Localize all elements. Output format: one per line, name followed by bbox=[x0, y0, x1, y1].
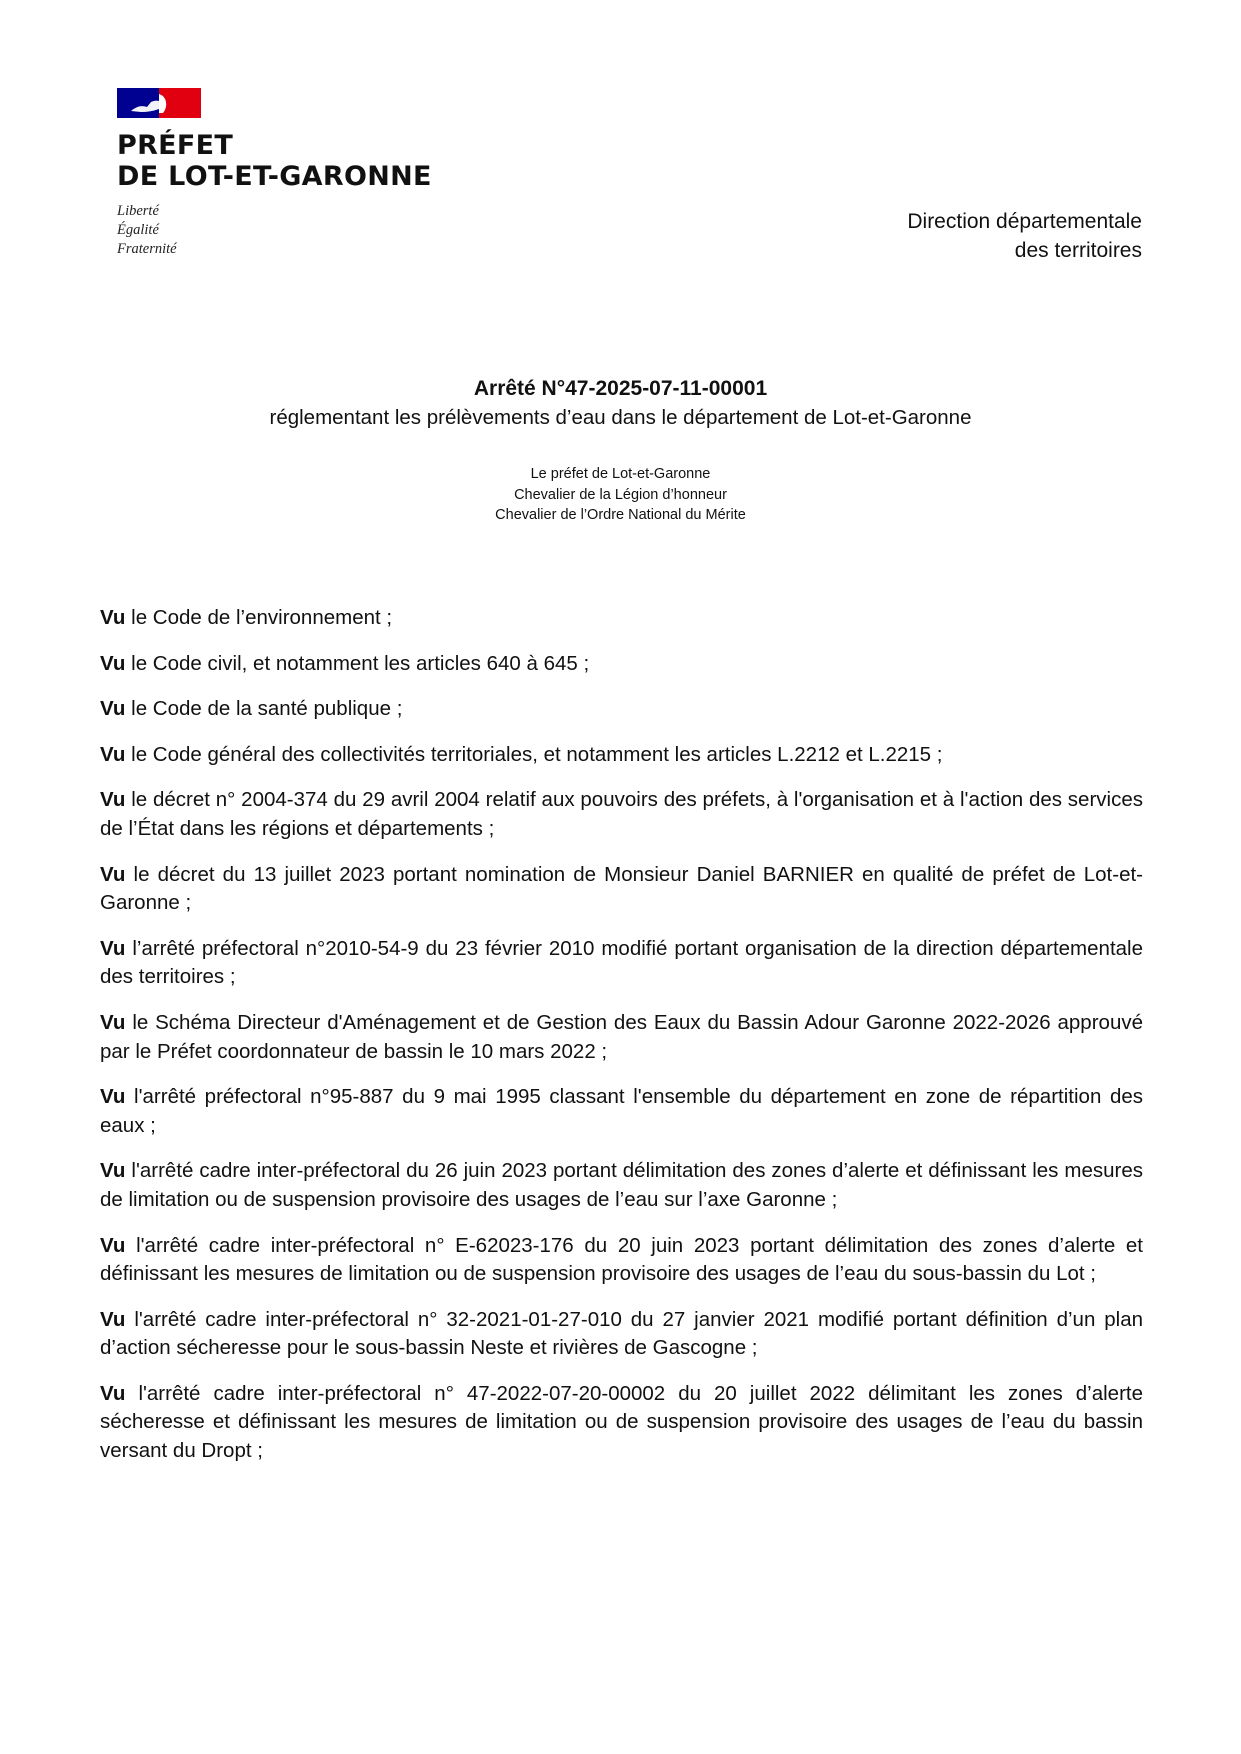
consideration-item bbox=[100, 1083, 1143, 1140]
motto-egalite: Égalité bbox=[117, 222, 159, 238]
signatory-honor-2: Chevalier de l’Ordre National du Mérite bbox=[495, 507, 746, 523]
direction-line-1: Direction départementale bbox=[907, 210, 1142, 233]
decree-title-block bbox=[0, 374, 1241, 432]
consideration-item bbox=[100, 650, 1143, 679]
signatory-block bbox=[0, 464, 1241, 526]
consideration-keyword: Vu bbox=[100, 788, 126, 812]
consideration-item bbox=[100, 741, 1143, 770]
consideration-text: l’arrêté préfectoral n°2010-54-9 du 23 février 2010 modifié portant organisation de la direction départementale des territoires ; bbox=[100, 936, 1143, 989]
decree-number: Arrêté N°47-2025-07-11-00001 bbox=[473, 377, 768, 400]
consideration-item bbox=[100, 1232, 1143, 1289]
prefecture-logo-block bbox=[117, 88, 537, 259]
decree-subject: réglementant les prélèvements d’eau dans le département de Lot-et-Garonne bbox=[269, 406, 972, 429]
consideration-keyword: Vu bbox=[100, 697, 126, 721]
consideration-keyword: Vu bbox=[100, 1010, 126, 1034]
republic-motto bbox=[117, 202, 537, 259]
consideration-item bbox=[100, 695, 1143, 724]
signatory-title: Le préfet de Lot-et-Garonne bbox=[530, 466, 711, 482]
marianne-flag-icon bbox=[117, 88, 201, 118]
consideration-keyword: Vu bbox=[100, 1307, 126, 1331]
consideration-text: le Code civil, et notamment les articles 640 à 645 ; bbox=[131, 651, 590, 675]
consideration-keyword: Vu bbox=[100, 1085, 126, 1109]
consideration-text: l'arrêté cadre inter-préfectoral n° 47-2022-07-20-00002 du 20 juillet 2022 délimitant les zones d’alerte sécheresse et définissant les mesures de limitation ou de suspension provisoire des usages de l’eau du bassin versant du Dropt ; bbox=[100, 1381, 1143, 1463]
consideration-text: le décret du 13 juillet 2023 portant nomination de Monsieur Daniel BARNIER en qualité de préfet de Lot-et-Garonne ; bbox=[100, 862, 1143, 915]
consideration-text: le Code de l’environnement ; bbox=[131, 606, 393, 629]
consideration-keyword: Vu bbox=[100, 1159, 126, 1183]
consideration-item bbox=[100, 604, 1143, 633]
consideration-text: le Schéma Directeur d'Aménagement et de Gestion des Eaux du Bassin Adour Garonne 2022-2026 approuvé par le Préfet coordonnateur de bassin le 10 mars 2022 ; bbox=[100, 1010, 1143, 1063]
issuing-direction bbox=[907, 207, 1142, 265]
consideration-item bbox=[100, 935, 1143, 992]
consideration-item bbox=[100, 861, 1143, 918]
prefecture-name bbox=[117, 130, 537, 192]
motto-fraternite: Fraternité bbox=[117, 241, 177, 257]
prefecture-name-line-1: PRÉFET bbox=[117, 130, 234, 161]
consideration-text: l'arrêté préfectoral n°95-887 du 9 mai 1995 classant l'ensemble du département en zone de répartition des eaux ; bbox=[100, 1085, 1143, 1137]
prefecture-name-line-2: DE LOT-ET-GARONNE bbox=[117, 161, 432, 192]
consideration-keyword: Vu bbox=[100, 651, 126, 675]
consideration-keyword: Vu bbox=[100, 1381, 126, 1405]
consideration-keyword: Vu bbox=[100, 862, 126, 886]
consideration-item bbox=[100, 1380, 1143, 1466]
consideration-text: le décret n° 2004-374 du 29 avril 2004 relatif aux pouvoirs des préfets, à l'organisation et à l'action des services de l’État dans les régions et départements ; bbox=[100, 788, 1143, 840]
consideration-item bbox=[100, 1157, 1143, 1214]
consideration-text: l'arrêté cadre inter-préfectoral du 26 juin 2023 portant délimitation des zones d’alerte et définissant les mesures de limitation ou de suspension provisoire des usages de l’eau sur l’axe Garonne ; bbox=[100, 1159, 1143, 1211]
signatory-honor-1: Chevalier de la Légion d’honneur bbox=[514, 486, 727, 503]
consideration-item bbox=[100, 1306, 1143, 1363]
consideration-text: l'arrêté cadre inter-préfectoral n° 32-2021-01-27-010 du 27 janvier 2021 modifié portant définition d’un plan d’action sécheresse pour le sous-bassin Neste et rivières de Gascogne ; bbox=[100, 1307, 1144, 1360]
considerations-list bbox=[100, 604, 1143, 1483]
consideration-text: l'arrêté cadre inter-préfectoral n° E-62023-176 du 20 juin 2023 portant délimitation des zones d’alerte et définissant les mesures de limitation ou de suspension provisoire des usages de l’eau du sous-bassin du Lot ; bbox=[100, 1233, 1143, 1286]
consideration-item bbox=[100, 1009, 1143, 1066]
motto-liberte: Liberté bbox=[117, 203, 159, 219]
consideration-text: le Code de la santé publique ; bbox=[131, 697, 403, 721]
consideration-keyword: Vu bbox=[100, 936, 126, 960]
consideration-keyword: Vu bbox=[100, 742, 126, 766]
consideration-text: le Code général des collectivités territoriales, et notamment les articles L.2212 et L.2215 ; bbox=[131, 742, 943, 766]
consideration-keyword: Vu bbox=[100, 606, 126, 629]
direction-line-2: des territoires bbox=[1014, 239, 1142, 262]
consideration-item bbox=[100, 786, 1143, 843]
consideration-keyword: Vu bbox=[100, 1233, 126, 1257]
